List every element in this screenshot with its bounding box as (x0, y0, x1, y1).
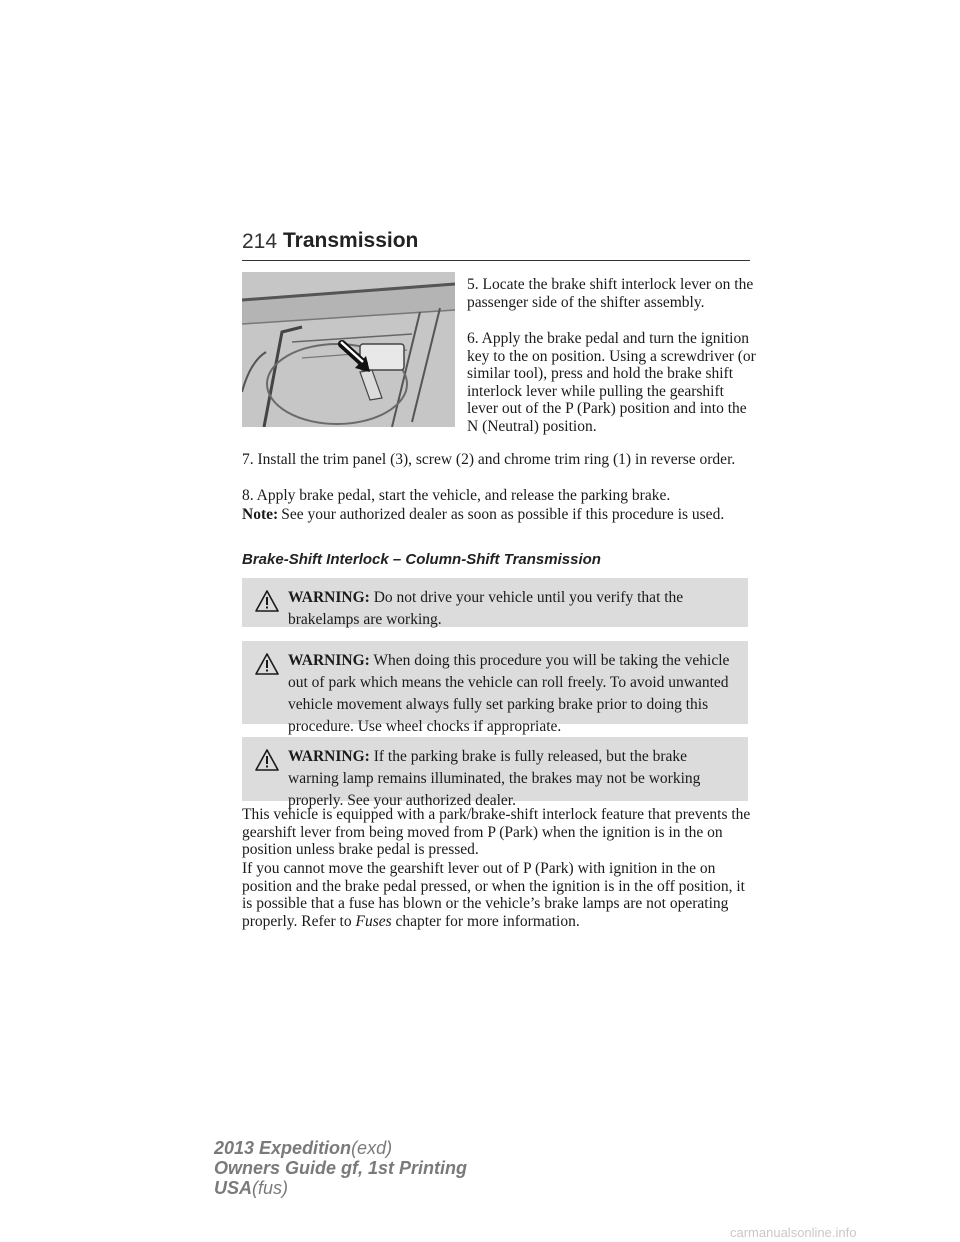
chapter-title: Transmission (283, 229, 419, 252)
step-6: 6. Apply the brake pedal and turn the ignition key to the on position. Using a screwdriver (or similar tool), press and hold the brake shift interlock lever while pulling the gearshift lever out of the P (Park) position and into the N (Neutral) position. (467, 330, 756, 435)
warning-label: WARNING: (288, 652, 370, 669)
page-number: 214 (242, 230, 278, 253)
warning-box-3 (242, 737, 748, 809)
footer-model-code: (exd) (351, 1138, 393, 1158)
step-5: 5. Locate the brake shift interlock lever on the passenger side of the shifter assembly. (467, 276, 754, 311)
body-paragraph-2 (242, 860, 752, 930)
footer-market: USA (214, 1178, 253, 1198)
note-text: See your authorized dealer as soon as possible if this procedure is used. (281, 506, 725, 523)
warning-label: WARNING: (288, 748, 370, 765)
step-7: 7. Install the trim panel (3), screw (2) and chrome trim ring (1) in reverse order. (242, 451, 736, 468)
page-footer (214, 1138, 467, 1198)
body-paragraph-1: This vehicle is equipped with a park/brake-shift interlock feature that prevents the gearshift lever from being moved from P (Park) when the ignition is in the on position unless brake pedal is pressed. (242, 806, 751, 858)
warning-text: When doing this procedure you will be taking the vehicle out of park which means the vehicle can roll freely. To avoid unwanted vehicle movement always fully set parking brake prior to doing this procedure. Use wheel chocks if appropriate. (288, 652, 730, 735)
footer-model: 2013 Expedition (214, 1138, 352, 1158)
body-paragraph-2-end: chapter for more information. (395, 912, 580, 930)
warning-box-2 (242, 641, 748, 735)
warning-triangle-icon (255, 653, 279, 675)
footer-edition: Owners Guide gf, 1st Printing (214, 1158, 468, 1178)
warning-text: Do not drive your vehicle until you verify that the brakelamps are working. (288, 589, 684, 628)
warning-triangle-icon (255, 749, 279, 771)
fuses-reference: Fuses (355, 912, 392, 930)
note-label: Note: (242, 506, 279, 523)
warning-triangle-icon (255, 590, 279, 612)
body-paragraph-2-text: If you cannot move the gearshift lever out of P (Park) with ignition in the on position and the brake pedal pressed, or when the ignition is in the off position, it is possible that a fuse has blown or the vehicle’s brake lamps are not operating properly. Refer to (242, 860, 745, 930)
section-heading: Brake-Shift Interlock – Column-Shift Transmission (242, 551, 601, 568)
step-8: 8. Apply brake pedal, start the vehicle, and release the parking brake. (242, 487, 671, 504)
note-paragraph (242, 506, 752, 524)
watermark: carmanualsonline.info (730, 1225, 857, 1240)
warning-box-1 (242, 578, 748, 627)
footer-market-code: (fus) (252, 1178, 289, 1198)
page-header (242, 226, 750, 261)
warning-label: WARNING: (288, 589, 370, 606)
shifter-interlock-figure (242, 272, 455, 427)
warning-text: If the parking brake is fully released, but the brake warning lamp remains illuminated, the brakes may not be working properly. See your authorized dealer. (288, 748, 701, 809)
